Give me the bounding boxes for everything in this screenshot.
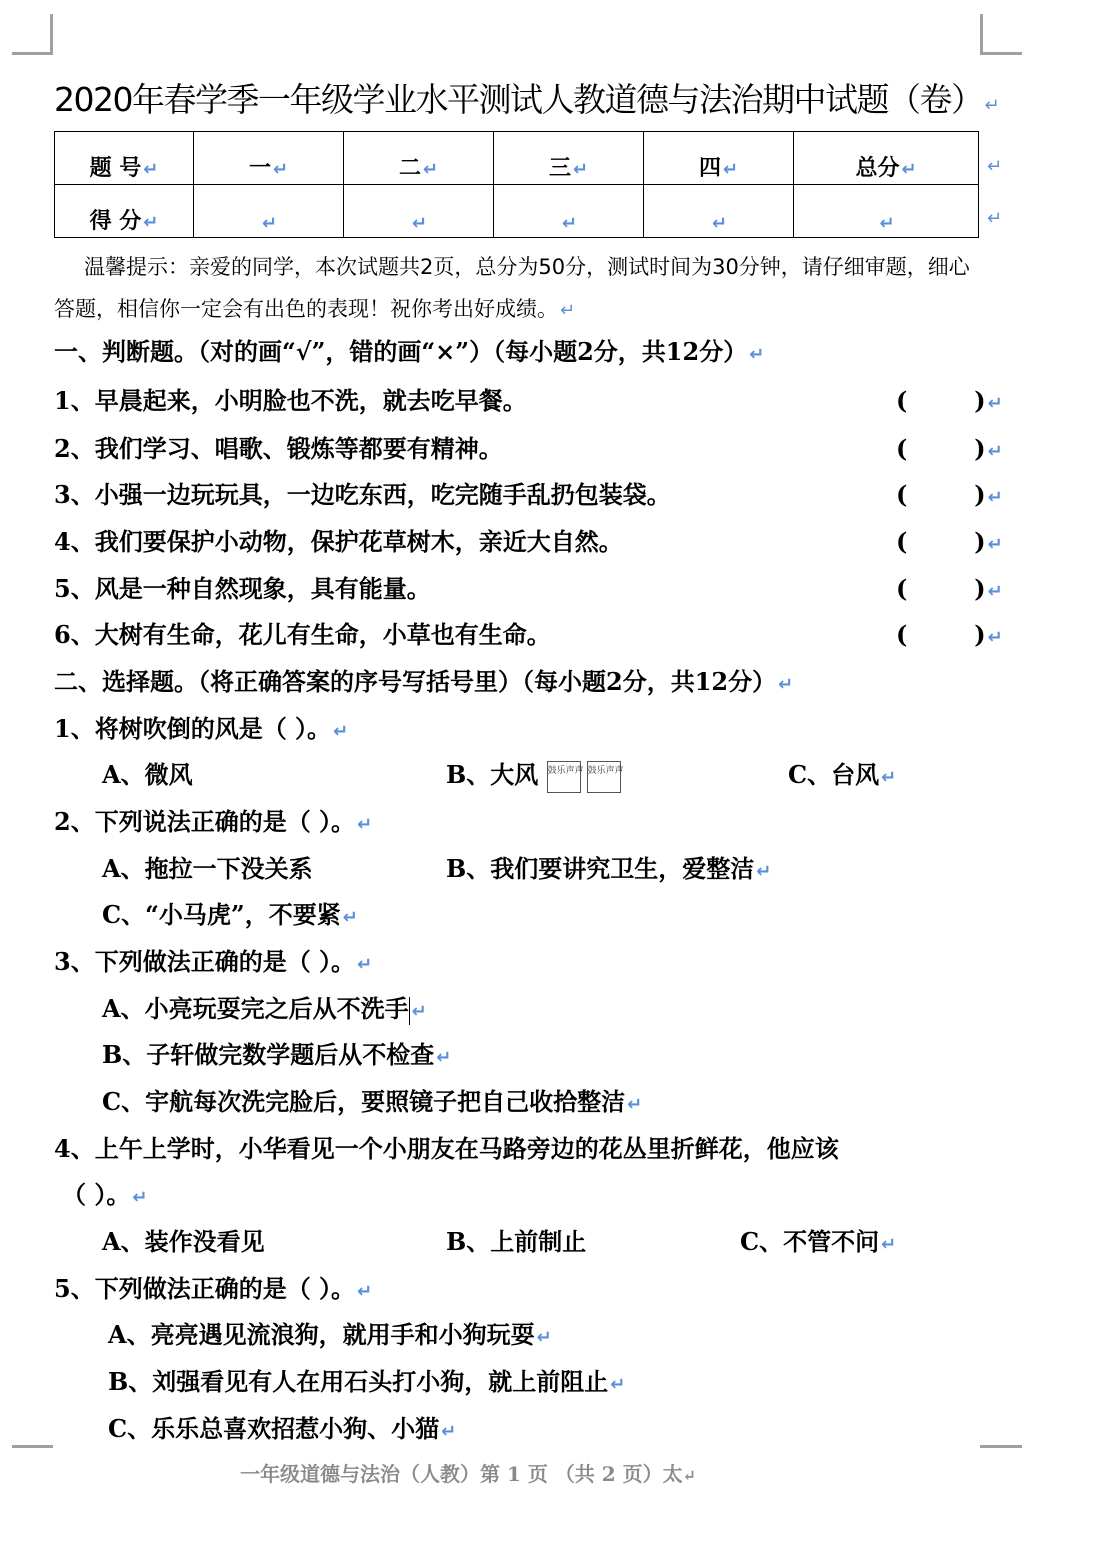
crop-mark-top-right-v	[980, 14, 983, 54]
text-cursor	[409, 997, 410, 1025]
judge-item: 2、我们学习、唱歌、锻炼等都要有精神。	[54, 434, 503, 463]
score-header-cell: 四 ↵	[644, 132, 794, 185]
crop-mark-top-left-v	[50, 14, 53, 54]
judge-item: 3、小强一边玩玩具，一边吃东西，吃完随手乱扔包装袋。	[54, 480, 671, 509]
answer-paren[interactable]: ( ) ↵	[896, 620, 1003, 649]
option-c[interactable]: C、宇航每次洗完脸后，要照镜子把自己收拾整洁 ↵	[102, 1087, 643, 1116]
option-a[interactable]: A、小亮玩耍完之后从不洗手 ↵	[102, 994, 427, 1023]
score-header-cell: 总分 ↵	[794, 132, 979, 185]
score-table-value-row	[55, 185, 979, 238]
choice-question-stem: 2、下列说法正确的是（ ）。 ↵	[54, 807, 373, 836]
score-row-label: 得 分 ↵	[55, 185, 194, 238]
answer-paren[interactable]: ( ) ↵	[896, 386, 1003, 415]
paragraph-mark-icon: ↵	[984, 95, 999, 116]
option-b[interactable]: B、刘强看见有人在用石头打小狗，就上前阻止 ↵	[108, 1367, 626, 1396]
score-table	[54, 131, 979, 238]
stamp-seal-icon: 鼓乐声声	[587, 761, 621, 793]
score-header-cell: 题 号 ↵	[55, 132, 194, 185]
exam-title	[54, 74, 1014, 121]
tips-paragraph: 温馨提示：亲爱的同学，本次试题共2页，总分为50分，测试时间为30分钟，请仔细审题，细心答题，相信你一定会有出色的表现！祝你考出好成绩。 ↵	[54, 255, 970, 321]
option-a[interactable]: A、微风	[102, 760, 193, 789]
option-b[interactable]: B、我们要讲究卫生，爱整洁 ↵	[446, 854, 772, 883]
score-header-cell: 二 ↵	[344, 132, 494, 185]
judge-item: 4、我们要保护小动物，保护花草树木，亲近大自然。	[54, 527, 623, 556]
answer-paren[interactable]: ( ) ↵	[896, 527, 1003, 556]
judge-item: 1、早晨起来，小明脸也不洗，就去吃早餐。	[54, 386, 527, 415]
judge-item: 6、大树有生命，花儿有生命，小草也有生命。	[54, 620, 551, 649]
crop-mark-bottom-right-h	[980, 1445, 1022, 1448]
crop-mark-top-left-h	[12, 52, 53, 55]
choice-question-stem: 5、下列做法正确的是（ ）。 ↵	[54, 1274, 373, 1303]
option-a[interactable]: A、拖拉一下没关系	[102, 854, 313, 883]
section1-heading: 一、判断题。（对的画“√”，错的画“×”）（每小题2分，共12分） ↵	[54, 337, 765, 366]
score-input-cell[interactable]: ↵	[344, 185, 494, 238]
option-c[interactable]: C、乐乐总喜欢招惹小狗、小猫 ↵	[108, 1414, 457, 1443]
choice-question-stem: 1、将树吹倒的风是（ ）。 ↵	[54, 714, 349, 743]
score-input-cell[interactable]: ↵	[194, 185, 344, 238]
exam-title-text: 2020年春学季一年级学业水平测试人教道德与法治期中试题（卷）	[54, 80, 983, 119]
answer-paren[interactable]: ( ) ↵	[896, 434, 1003, 463]
answer-paren[interactable]: ( ) ↵	[896, 574, 1003, 603]
score-input-cell[interactable]: ↵	[644, 185, 794, 238]
option-c[interactable]: C、不管不问 ↵	[740, 1227, 897, 1256]
option-c[interactable]: C、台风 ↵	[788, 760, 897, 789]
choice-question-stem: 3、下列做法正确的是（ ）。 ↵	[54, 947, 373, 976]
paragraph-mark-icon: ↵	[987, 208, 1003, 229]
option-a[interactable]: A、亮亮遇见流浪狗，就用手和小狗玩耍 ↵	[108, 1320, 552, 1349]
score-table-header-row	[55, 132, 979, 185]
option-b[interactable]: B、大风 鼓乐声声 鼓乐声声	[446, 758, 621, 792]
option-b[interactable]: B、子轩做完数学题后从不检查 ↵	[102, 1040, 452, 1069]
score-header-cell: 一 ↵	[194, 132, 344, 185]
choice-question-stem: 4、上午上学时，小华看见一个小朋友在马路旁边的花丛里折鲜花，他应该	[54, 1134, 839, 1163]
score-input-cell[interactable]: ↵	[494, 185, 644, 238]
score-input-cell[interactable]: ↵	[794, 185, 979, 238]
answer-paren[interactable]: ( ) ↵	[896, 480, 1003, 509]
paragraph-mark-icon: ↵	[987, 156, 1003, 177]
choice-question-stem-cont: （ ）。 ↵	[62, 1180, 148, 1209]
option-b[interactable]: B、上前制止	[446, 1227, 587, 1256]
section2-heading: 二、选择题。（将正确答案的序号写括号里）（每小题2分，共12分） ↵	[54, 667, 794, 696]
score-header-cell: 三 ↵	[494, 132, 644, 185]
option-c[interactable]: C、“小马虎”，不要紧 ↵	[102, 900, 358, 929]
crop-mark-top-right-h	[980, 52, 1022, 55]
judge-item: 5、风是一种自然现象，具有能量。	[54, 574, 431, 603]
option-a[interactable]: A、装作没看见	[102, 1227, 265, 1256]
crop-mark-bottom-left-h	[12, 1445, 53, 1448]
stamp-seal-icon: 鼓乐声声	[547, 761, 581, 793]
page-footer: 一年级道德与法治（人教）第 1 页 （共 2 页）太↵	[240, 1462, 697, 1486]
